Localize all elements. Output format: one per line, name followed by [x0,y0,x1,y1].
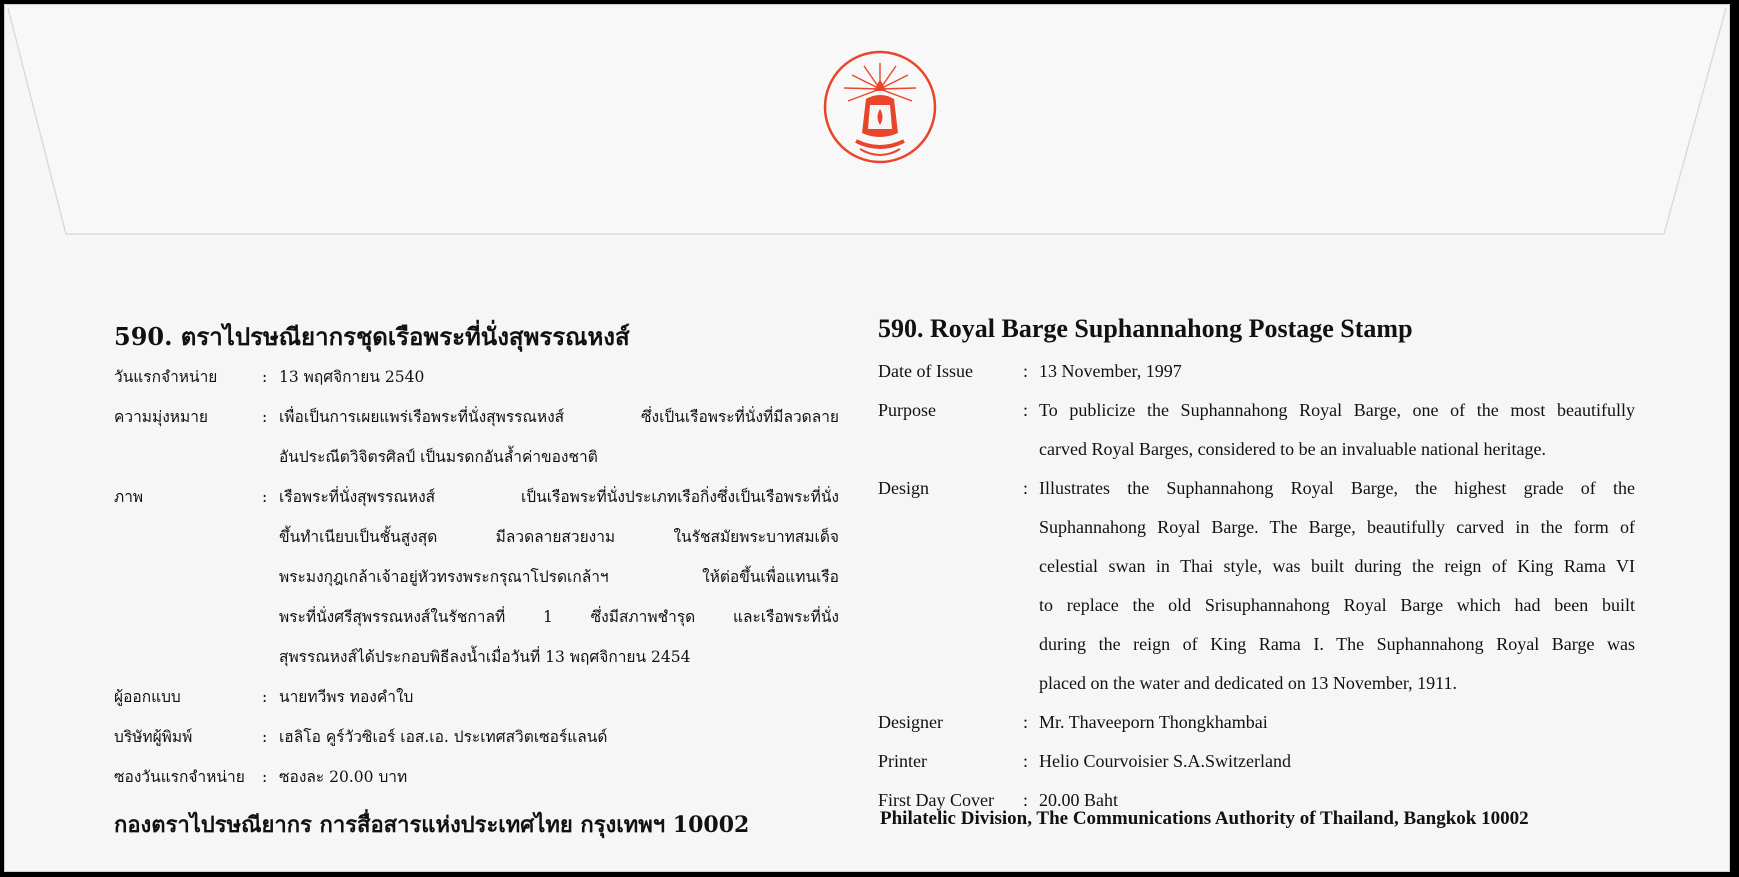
thai-value-line: ขึ้นทำเนียบเป็นชั้นสูงสุด มีลวดลายสวยงาม ในรัชสมัยพระบาทสมเด็จ [279,528,839,546]
thai-value [279,397,839,477]
english-value-line: To publicize the Suphannahong Royal Barge, one of the most beautifully [1039,400,1635,420]
thai-label: ซองวันแรกจำหน่าย [114,768,245,786]
colon: : [262,688,268,706]
english-value-line: 20.00 Baht [1039,790,1118,810]
thai-label: ความมุ่งหมาย [114,408,208,426]
thai-row-design [114,477,839,677]
thai-label: บริษัทผู้พิมพ์ [114,728,193,746]
thai-value-line: พระที่นั่งศรีสุพรรณหงส์ในรัชกาลที่ 1 ซึ่งมีสภาพชำรุด และเรือพระที่นั่ง [279,608,839,626]
english-label: Date of Issue [878,361,973,381]
english-label: Printer [878,751,927,771]
thai-label: ผู้ออกแบบ [114,688,181,706]
english-title: 590. Royal Barge Suphannahong Postage Stamp [878,314,1413,343]
thai-row-fdc [114,757,834,797]
english-label: Designer [878,712,943,732]
colon: : [262,408,268,426]
english-label: First Day Cover [878,790,994,810]
english-value-line: celestial swan in Thai style, was built during the reign of King Rama VI [1039,556,1635,576]
english-value [1039,703,1635,742]
english-row-issue-date [878,352,1638,391]
english-label: Design [878,478,929,498]
thai-footer-address: กองตราไปรษณียากร การสื่อสารแห่งประเทศไทย กรุงเทพฯ 10002 [114,812,750,838]
colon: : [262,368,268,386]
english-value-line: to replace the old Srisuphannahong Royal Barge which had been built [1039,595,1635,615]
english-value-line: placed on the water and dedicated on 13 November, 1911. [1039,673,1457,693]
thai-value-line: เฮลิโอ คูร์วัวซิเอร์ เอส.เอ. ประเทศสวิตเซอร์แลนด์ [279,728,608,746]
thai-value-line: อันประณีตวิจิตรศิลป์ เป็นมรดกอันล้ำค่าของชาติ [279,448,598,466]
thai-title: 590. ตราไปรษณียากรชุดเรือพระที่นั่งสุพรรณหงส์ [114,322,630,351]
thai-value-line: นายทวีพร ทองคำใบ [279,688,414,706]
envelope-back [4,4,1730,872]
thai-value-line: สุพรรณหงส์ได้ประกอบพิธีลงน้ำเมื่อวันที่ 13 พฤศจิกายน 2454 [279,648,691,666]
thai-value-line: พระมงกุฎเกล้าเจ้าอยู่หัวทรงพระกรุณาโปรดเกล้าฯ ให้ต่อขึ้นเพื่อแทนเรือ [279,568,839,586]
colon: : [1023,712,1029,732]
english-value-line: Illustrates the Suphannahong Royal Barge, the highest grade of the [1039,478,1635,498]
english-value-line: carved Royal Barges, considered to be an invaluable national heritage. [1039,439,1546,459]
english-row-designer [878,703,1638,742]
thai-value [279,477,839,677]
english-row-printer [878,742,1638,781]
royal-emblem-icon [822,49,942,174]
english-value-line: Suphannahong Royal Barge. The Barge, beautifully carved in the form of [1039,517,1635,537]
colon: : [1023,790,1029,810]
colon: : [1023,400,1029,420]
thai-row-purpose [114,397,839,477]
colon: : [262,728,268,746]
english-value-line: Helio Courvoisier S.A.Switzerland [1039,751,1291,771]
thai-row-printer [114,717,834,757]
thai-label: วันแรกจำหน่าย [114,368,218,386]
thai-value-line: เรือพระที่นั่งสุพรรณหงส์ เป็นเรือพระที่นั่งประเภทเรือกิ่งซึ่งเป็นเรือพระที่นั่ง [279,488,839,506]
thai-row-designer [114,677,834,717]
thai-details [114,317,839,797]
colon: : [262,488,268,506]
thai-value [279,717,839,757]
colon: : [1023,751,1029,771]
thai-value [279,677,839,717]
english-value [1039,352,1635,391]
english-value [1039,742,1635,781]
english-value [1039,391,1635,469]
thai-row-issue-date [114,357,834,397]
english-row-purpose [878,391,1638,469]
colon: : [1023,478,1029,498]
thai-value-line: 13 พฤศจิกายน 2540 [279,368,425,386]
english-row-design [878,469,1638,703]
thai-value [279,357,839,397]
colon: : [1023,361,1029,381]
english-value-line: Mr. Thaveeporn Thongkhambai [1039,712,1268,732]
thai-value-line: เพื่อเป็นการเผยแพร่เรือพระที่นั่งสุพรรณหงส์ ซึ่งเป็นเรือพระที่นั่งที่มีลวดลาย [279,408,839,426]
colon: : [262,768,268,786]
english-label: Purpose [878,400,936,420]
english-value [1039,469,1635,703]
thai-value-line: ซองละ 20.00 บาท [279,768,408,786]
english-footer-address: Philatelic Division, The Communications Authority of Thailand, Bangkok 10002 [880,808,1529,829]
english-details [878,314,1638,820]
english-value-line: during the reign of King Rama I. The Suphannahong Royal Barge was [1039,634,1635,654]
thai-label: ภาพ [114,488,144,506]
thai-value [279,757,839,797]
english-value-line: 13 November, 1997 [1039,361,1182,381]
